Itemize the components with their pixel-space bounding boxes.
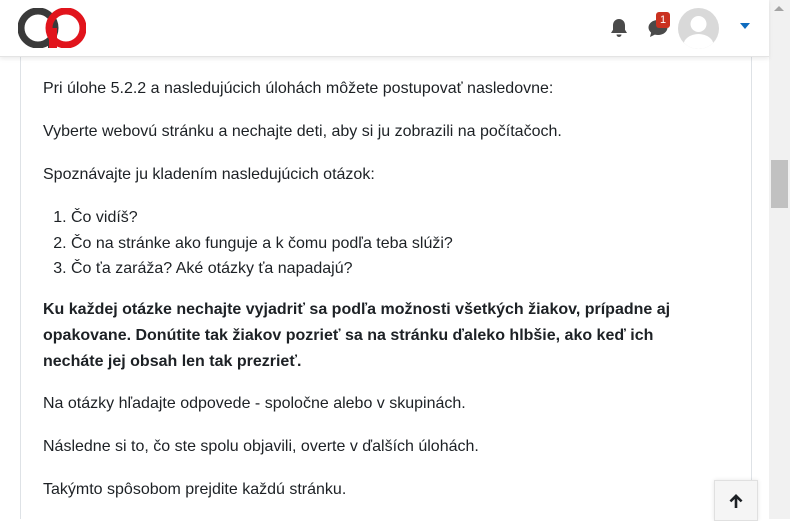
site-logo[interactable] <box>18 8 86 48</box>
instruction-paragraph: Vyberte webovú stránku a nechajte deti, aby si ju zobrazili na počítačoch. <box>43 123 562 140</box>
scrollbar-thumb[interactable] <box>771 160 788 208</box>
bell-icon[interactable] <box>608 17 630 39</box>
questions-intro: Spoznávajte ju kladením nasledujúcich otázok: <box>43 166 375 183</box>
closing-paragraph: Následne si to, čo ste spolu objavili, overte v ďalších úlohách. <box>43 438 479 455</box>
bold-paragraph: Ku každej otázke nechajte vyjadriť sa podľa možnosti všetkých žiakov, prípadne aj opakovane. Donútite tak žiakov pozrieť sa na stránku ďaleko hlbšie, ako keď ich necháte jej obsah len tak prezrieť. <box>43 301 671 370</box>
caret-down-icon[interactable] <box>739 21 751 31</box>
intro-paragraph: Pri úlohe 5.2.2 a nasledujúcich úlohách môžete postupovať nasledovne: <box>43 80 554 97</box>
closing-paragraph: Na otázky hľadajte odpovede - spoločne alebo v skupinách. <box>43 395 466 412</box>
main-content <box>20 56 752 519</box>
user-avatar[interactable] <box>678 8 719 49</box>
user-silhouette-icon <box>678 8 719 49</box>
list-item: 3. Čo ťa zaráža? Aké otázky ťa napadajú? <box>71 256 453 282</box>
closing-paragraph: Takýmto spôsobom prejdite každú stránku. <box>43 481 347 498</box>
arrow-up-icon <box>728 493 744 509</box>
back-to-top-button[interactable] <box>714 480 758 521</box>
list-item: 2. Čo na stránke ako funguje a k čomu podľa teba slúži? <box>71 231 453 257</box>
vertical-scrollbar[interactable] <box>769 0 790 519</box>
top-navbar <box>0 0 769 57</box>
messages-count-badge: 1 <box>656 12 670 28</box>
scroll-up-arrow-icon[interactable] <box>774 6 784 11</box>
questions-list <box>43 205 453 282</box>
list-item: 1. Čo vidíš? <box>71 205 453 231</box>
